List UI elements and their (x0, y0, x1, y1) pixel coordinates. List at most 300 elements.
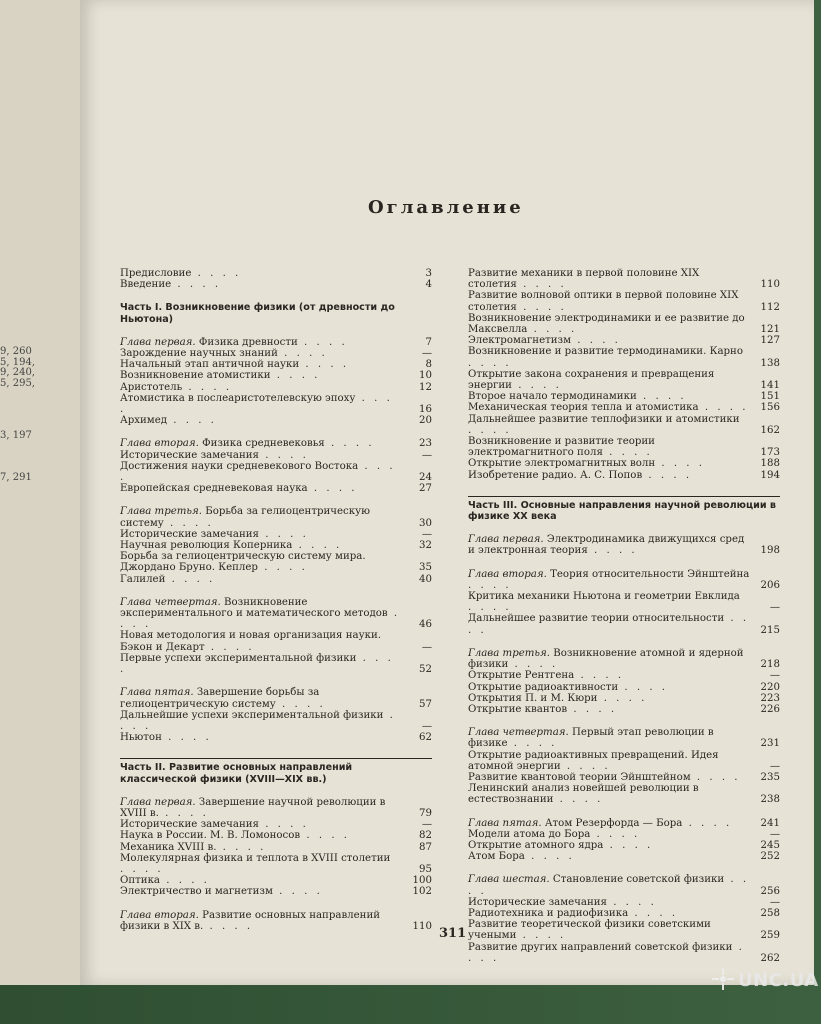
page-ref: 256 (760, 885, 780, 897)
page-ref: — (421, 819, 432, 831)
entry-title: Возникновение электродинамики и ее развитие до Максвелла (468, 312, 745, 336)
toc-chapter[interactable] (468, 569, 780, 591)
toc-left-column (120, 268, 432, 932)
page-ref: — (769, 602, 780, 614)
page-ref: 112 (760, 301, 780, 313)
page-ref: 252 (760, 851, 780, 863)
entry-title: Физика древности (198, 336, 298, 348)
page-title: Оглавление (368, 197, 524, 218)
toc-entry[interactable] (120, 842, 432, 853)
toc-entry[interactable] (468, 704, 780, 715)
page-ref: 151 (760, 391, 780, 403)
page-ref: 223 (760, 692, 780, 704)
page-ref: 23 (419, 438, 432, 450)
entry-title: Критика механики Ньютона и геометрии Евклида (468, 591, 740, 603)
toc-chapter[interactable] (120, 597, 432, 631)
watermark: UNC.UA (738, 970, 819, 991)
entry-title: Открытие радиоактивности (468, 681, 619, 693)
entry-title: Аристотель (120, 381, 183, 393)
page-ref: 8 (425, 359, 432, 371)
entry-title: Наука в России. М. В. Ломоносов (120, 830, 301, 842)
toc-entry[interactable] (120, 483, 432, 494)
page-ref: 206 (760, 579, 780, 591)
entry-title: Возникновение и развитие теории электромагнитного поля (468, 436, 655, 459)
toc-entry[interactable] (468, 670, 780, 681)
page-ref: 24 (419, 472, 432, 484)
leader-dots: . . . . (272, 886, 323, 898)
spacer (120, 743, 432, 755)
leader-dots: . . . . (160, 875, 210, 887)
leader-dots: . . . . (698, 402, 749, 414)
page-ref: 102 (412, 886, 432, 898)
leader-dots: . . . . (516, 279, 567, 291)
entry-title: Введение (120, 279, 172, 291)
entry-title: Начальный этап античной науки (120, 359, 300, 371)
toc-entry[interactable] (468, 829, 780, 840)
toc-entry[interactable] (468, 840, 780, 851)
entry-title: Развитие механики в первой половине XIX столетия (468, 268, 700, 291)
toc-entry[interactable] (120, 393, 432, 415)
page-ref: 52 (419, 664, 432, 676)
leader-dots: . . . . (120, 709, 396, 732)
toc-entry[interactable] (468, 772, 780, 783)
page-ref: 127 (760, 335, 780, 347)
page-ref: 156 (760, 402, 780, 414)
leader-dots: . . . . (299, 359, 350, 371)
entry-title: Физика средневековья (202, 438, 325, 450)
entry-title: Механика XVIII в. (120, 841, 217, 853)
leader-dots: . . . . (636, 391, 687, 403)
toc-right-column (468, 268, 780, 964)
spacer (468, 715, 780, 727)
toc-entry[interactable] (468, 414, 780, 436)
page-ref: 198 (760, 545, 780, 557)
entry-title: Ньютон (120, 732, 162, 744)
page-ref: 32 (419, 540, 432, 552)
page-ref: — (769, 760, 780, 772)
entry-title: Изобретение радио. А. С. Попов (468, 469, 643, 481)
toc-entry[interactable] (120, 359, 432, 370)
entry-title: Борьба за гелиоцентрическую систему мира. Джордано Бруно. Кеплер (120, 551, 366, 574)
page-ref: 40 (419, 573, 432, 585)
page-ref: 3 (425, 268, 432, 279)
toc-entry[interactable] (120, 370, 432, 381)
toc-entry[interactable] (468, 919, 780, 941)
page-ref: 138 (760, 357, 780, 369)
page-ref: — (421, 528, 432, 540)
toc-chapter[interactable] (120, 337, 432, 348)
leader-dots: . . . . (468, 941, 745, 964)
page-ref: 35 (419, 562, 432, 574)
page-ref: 110 (412, 920, 432, 932)
entry-title: Исторические замечания (468, 896, 607, 908)
entry-title: Открытие радиоактивных превращений. Идея атомной энергии (468, 749, 719, 772)
entry-title: Новая методология и новая организация науки. Бэкон и Декарт (120, 630, 381, 653)
page-ref: 27 (419, 483, 432, 495)
entry-title: Развитие других направлений советской физики (468, 941, 733, 953)
leader-dots: . . . . (690, 771, 741, 783)
entry-title: Второе начало термодинамики (468, 391, 637, 403)
leader-dots: . . . . (468, 357, 512, 369)
spacer (468, 862, 780, 874)
toc-entry[interactable] (120, 551, 432, 573)
toc-entry[interactable] (120, 653, 432, 675)
spacer (120, 290, 432, 302)
toc-entry[interactable] (468, 458, 780, 469)
entry-title: Дальнейшее развитие теплофизики и атомистики (468, 413, 740, 425)
chapter-label: Глава четвертая. (468, 727, 569, 739)
toc-entry[interactable] (468, 290, 780, 312)
chapter-label: Глава четвертая. (120, 596, 221, 608)
entry-title: Оптика (120, 875, 161, 887)
chapter-label: Глава вторая. (120, 909, 199, 921)
chapter-label: Глава первая. (120, 336, 196, 348)
page-ref: 87 (419, 841, 432, 853)
leader-dots: . . . . (120, 652, 394, 676)
toc-entry[interactable] (120, 574, 432, 585)
leader-dots: . . . . (507, 738, 558, 750)
toc-entry[interactable] (468, 591, 780, 613)
section-rule (468, 496, 780, 497)
leader-dots: . . . . (655, 458, 706, 470)
previous-page-ref (0, 452, 34, 463)
previous-page-ref: 3, 197 (0, 430, 32, 441)
toc-chapter[interactable] (468, 648, 780, 670)
entry-title: Механическая теория тепла и атомистика (468, 402, 699, 414)
toc-entry[interactable] (468, 783, 780, 805)
entry-title: Европейская средневековая наука (120, 483, 308, 495)
entry-title: Галилей (120, 573, 166, 585)
entry-title: Борьба за гелиоцентрическую систему (120, 506, 370, 529)
leader-dots: . . . . (516, 930, 567, 942)
previous-page-ref (0, 410, 34, 421)
entry-title: Открытие Рентгена (468, 670, 575, 682)
leader-dots: . . . . (324, 438, 375, 450)
leader-dots: . . . . (165, 573, 216, 585)
page-ref: 16 (419, 404, 432, 416)
page-ref: 4 (425, 279, 432, 291)
entry-title: Молекулярная физика и теплота в XVIII столетии (120, 852, 391, 864)
leader-dots: . . . . (216, 841, 267, 853)
entry-title: Открытие электромагнитных волн (468, 458, 656, 470)
toc-entry[interactable] (468, 268, 780, 290)
page-ref: 238 (760, 794, 780, 806)
page-ref: 30 (419, 517, 432, 529)
toc-entry[interactable] (120, 853, 432, 875)
toc-entry[interactable] (468, 613, 780, 635)
page-ref: — (769, 670, 780, 682)
page-ref: — (421, 348, 432, 360)
toc-entry[interactable] (120, 540, 432, 551)
watermark-logo-icon (712, 968, 734, 990)
entry-title: Возникновение атомной и ядерной физики (468, 647, 744, 671)
leader-dots: . . . . (120, 392, 393, 416)
toc-entry[interactable] (468, 682, 780, 693)
page-ref: 110 (760, 279, 780, 291)
toc-entry[interactable] (468, 335, 780, 346)
toc-entry[interactable] (120, 819, 432, 830)
toc-chapter[interactable] (120, 687, 432, 709)
toc-entry[interactable] (468, 402, 780, 413)
leader-dots: . . . . (571, 335, 621, 347)
leader-dots: . . . . (258, 528, 309, 540)
page-ref: 20 (419, 415, 432, 427)
toc-entry[interactable] (468, 897, 780, 908)
page-ref: 12 (419, 381, 432, 393)
toc-entry[interactable] (468, 750, 780, 772)
entry-title: Теория относительности Эйнштейна (550, 568, 750, 580)
entry-title: Достижения науки средневекового Востока (120, 460, 359, 472)
page-ref: 215 (760, 624, 780, 636)
toc-chapter[interactable] (120, 506, 432, 528)
toc-entry[interactable] (120, 875, 432, 886)
entry-title: Развитие волновой оптики в первой половине XIX столетия (468, 290, 739, 313)
toc-entry[interactable] (468, 391, 780, 402)
leader-dots: . . . . (307, 483, 358, 495)
toc-chapter[interactable] (120, 438, 432, 449)
spacer (120, 898, 432, 910)
page-ref: 62 (419, 732, 432, 744)
page-ref: 231 (760, 738, 780, 750)
leader-dots: . . . . (468, 602, 512, 614)
toc-entry[interactable] (120, 830, 432, 841)
page-ref: 245 (760, 839, 780, 851)
page-ref: 235 (760, 771, 780, 783)
entry-title: Первый этап революции в физике (468, 727, 714, 750)
leader-dots: . . . . (468, 579, 512, 591)
leader-dots: . . . . (597, 692, 648, 704)
toc-entry[interactable] (468, 346, 780, 368)
section-rule (120, 758, 432, 759)
toc-entry[interactable] (120, 450, 432, 461)
chapter-label: Глава первая. (468, 534, 544, 546)
page-ref: — (769, 896, 780, 908)
leader-dots: . . . . (182, 381, 233, 393)
previous-page-edge (0, 0, 82, 985)
toc-chapter[interactable] (468, 874, 780, 896)
toc-entry[interactable] (120, 710, 432, 732)
page-ref: 226 (760, 703, 780, 715)
entry-title: Становление советской физики (552, 874, 725, 886)
entry-title: Ленинский анализ новейшей революции в естествознании (468, 783, 699, 806)
toc-entry[interactable] (120, 630, 432, 652)
entry-title: Дальнейшие успехи экспериментальной физики (120, 709, 384, 721)
chapter-label: Глава третья. (468, 647, 550, 659)
leader-dots: . . . . (606, 896, 657, 908)
leader-dots: . . . . (292, 540, 343, 552)
entry-title: Открытие закона сохранения и превращения энергии (468, 368, 715, 392)
spacer (468, 481, 780, 493)
spacer (120, 494, 432, 506)
page-ref: 194 (760, 469, 780, 481)
toc-entry[interactable] (120, 348, 432, 359)
leader-dots: . . . . (120, 863, 164, 875)
page-ref: — (421, 449, 432, 461)
entry-title: Электромагнетизм (468, 335, 572, 347)
chapter-label: Глава шестая. (468, 874, 550, 886)
leader-dots: . . . . (553, 794, 604, 806)
toc-chapter[interactable] (120, 910, 432, 932)
entry-title: Атомистика в послеаристотелевскую эпоху (120, 392, 356, 404)
entry-title: Дальнейшее развитие теории относительности (468, 613, 725, 625)
leader-dots: . . . . (524, 851, 575, 863)
entry-title: Научная революция Коперника (120, 540, 293, 552)
page-ref: — (421, 720, 432, 732)
page-ref: 79 (419, 807, 432, 819)
leader-dots: . . . . (191, 268, 242, 279)
spacer (120, 426, 432, 438)
entry-title: Исторические замечания (120, 449, 259, 461)
entry-title: Завершение научной революции в XVIII в. (120, 796, 386, 819)
toc-chapter[interactable] (468, 727, 780, 749)
leader-dots: . . . . (516, 301, 567, 313)
toc-entry[interactable] (120, 415, 432, 426)
page-ref: 95 (419, 863, 432, 875)
entry-title: Радиотехника и радиофизика (468, 907, 629, 919)
leader-dots: . . . . (468, 874, 750, 897)
leader-dots: . . . . (618, 681, 669, 693)
toc-entry[interactable] (468, 942, 780, 964)
entry-title: Предисловие (120, 268, 192, 279)
entry-title: Завершение борьбы за гелиоцентрическую систему (120, 687, 320, 710)
page-ref: 46 (419, 619, 432, 631)
leader-dots: . . . . (682, 817, 733, 829)
toc-entry[interactable] (468, 470, 780, 481)
page-ref: 258 (760, 907, 780, 919)
spacer (120, 585, 432, 597)
leader-dots: . . . . (527, 324, 578, 336)
entry-title: Атом Резерфорда — Бора (544, 817, 683, 829)
chapter-label: Глава третья. (120, 506, 202, 518)
leader-dots: . . . . (300, 830, 351, 842)
page-ref: 259 (760, 930, 780, 942)
toc-entry[interactable] (120, 382, 432, 393)
leader-dots: . . . . (171, 279, 222, 291)
leader-dots: . . . . (120, 608, 401, 631)
page-ref: — (769, 828, 780, 840)
toc-entry[interactable] (468, 369, 780, 391)
page-ref: 173 (760, 447, 780, 459)
entry-title: Исторические замечания (120, 819, 259, 831)
leader-dots: . . . . (270, 370, 321, 382)
leader-dots: . . . . (468, 424, 512, 436)
entry-title: Открытие атомного ядра (468, 839, 604, 851)
spacer (468, 522, 780, 534)
toc-entry[interactable] (468, 436, 780, 458)
chapter-label: Глава пятая. (468, 817, 542, 829)
previous-page-ref (0, 400, 34, 411)
page-ref: 7 (425, 336, 432, 348)
toc-part-heading: Часть II. Развитие основных направлений классической физики (XVIII—XIX вв.) (120, 762, 353, 785)
previous-page-ref: 9, 240, (0, 367, 35, 378)
entry-title: Электричество и магнетизм (120, 886, 273, 898)
leader-dots: . . . . (163, 517, 214, 529)
previous-page-ref (0, 442, 34, 453)
entry-title: Первые успехи экспериментальной физики (120, 652, 357, 664)
toc-entry[interactable] (468, 908, 780, 919)
leader-dots: . . . . (603, 839, 654, 851)
entry-title: Развитие квантовой теории Эйнштейном (468, 771, 691, 783)
entry-title: Возникновение атомистики (120, 370, 271, 382)
leader-dots: . . . . (161, 732, 212, 744)
leader-dots: . . . . (158, 807, 209, 819)
leader-dots: . . . . (560, 760, 611, 772)
leader-dots: . . . . (587, 545, 638, 557)
toc-entry[interactable] (120, 529, 432, 540)
leader-dots: . . . . (567, 703, 618, 715)
chapter-label: Глава пятая. (120, 687, 194, 699)
toc-entry[interactable] (120, 268, 432, 279)
previous-page-ref: 5, 295, (0, 377, 35, 389)
previous-page-ref: 9, 260 (0, 346, 32, 357)
toc-entry[interactable] (468, 851, 780, 862)
entry-title: Открытия П. и М. Кюри (468, 692, 598, 704)
page-ref: 162 (760, 424, 780, 436)
entry-title: Атом Бора (468, 851, 525, 863)
leader-dots: . . . . (258, 449, 309, 461)
entry-title: Развитие теоретической физики советскими учеными (468, 919, 711, 942)
page-ref: 241 (760, 817, 780, 829)
leader-dots: . . . . (642, 469, 693, 481)
toc-chapter[interactable] (468, 818, 780, 829)
leader-dots: . . . . (275, 698, 326, 710)
page-ref: 218 (760, 659, 780, 671)
spacer (120, 675, 432, 687)
toc-entry[interactable] (120, 461, 432, 483)
entry-title: Модели атома до Бора (468, 828, 591, 840)
chapter-label: Глава вторая. (120, 438, 199, 450)
toc-chapter[interactable] (120, 797, 432, 819)
toc-entry[interactable] (120, 279, 432, 290)
entry-title: Возникновение экспериментального и математического методов (120, 596, 388, 620)
previous-page-ref: 7, 291 (0, 472, 32, 483)
page-ref: 10 (419, 370, 432, 382)
toc-chapter[interactable] (468, 534, 780, 556)
leader-dots: . . . . (167, 415, 217, 427)
chapter-label: Глава первая. (120, 796, 196, 808)
toc-entry[interactable] (468, 313, 780, 335)
toc-entry[interactable] (468, 693, 780, 704)
page-ref: 57 (419, 698, 432, 710)
entry-title: Развитие основных направлений физики в XIX в. (120, 909, 381, 932)
toc-entry[interactable] (120, 886, 432, 897)
page-ref: 82 (419, 830, 432, 842)
spacer (468, 557, 780, 569)
toc-part-heading: Часть I. Возникновение физики (от древности до Ньютона) (120, 302, 395, 325)
toc-part-heading: Часть III. Основные направления научной революции в физике XX века (468, 499, 776, 523)
entry-title: Электродинамика движущихся сред и электронная теория (468, 534, 745, 557)
page-ref: 121 (760, 324, 780, 336)
leader-dots: . . . . (590, 828, 641, 840)
leader-dots: . . . . (628, 907, 679, 919)
spacer (468, 806, 780, 818)
leader-dots: . . . . (120, 460, 396, 484)
leader-dots: . . . . (508, 659, 559, 671)
spacer (120, 785, 432, 797)
leader-dots: . . . . (574, 670, 625, 682)
previous-page-ref: 5, 194, (0, 356, 35, 368)
entry-title: Зарождение научных знаний (120, 348, 278, 360)
leader-dots: . . . . (468, 613, 750, 636)
page-ref: 100 (412, 875, 432, 887)
leader-dots: . . . . (203, 920, 254, 932)
leader-dots: . . . . (257, 562, 308, 574)
page-number: 311 (439, 926, 467, 941)
toc-entry[interactable] (120, 732, 432, 743)
leader-dots: . . . . (297, 336, 348, 348)
entry-title: Исторические замечания (120, 528, 259, 540)
entry-title: Возникновение и развитие термодинамики. Карно (468, 346, 743, 358)
